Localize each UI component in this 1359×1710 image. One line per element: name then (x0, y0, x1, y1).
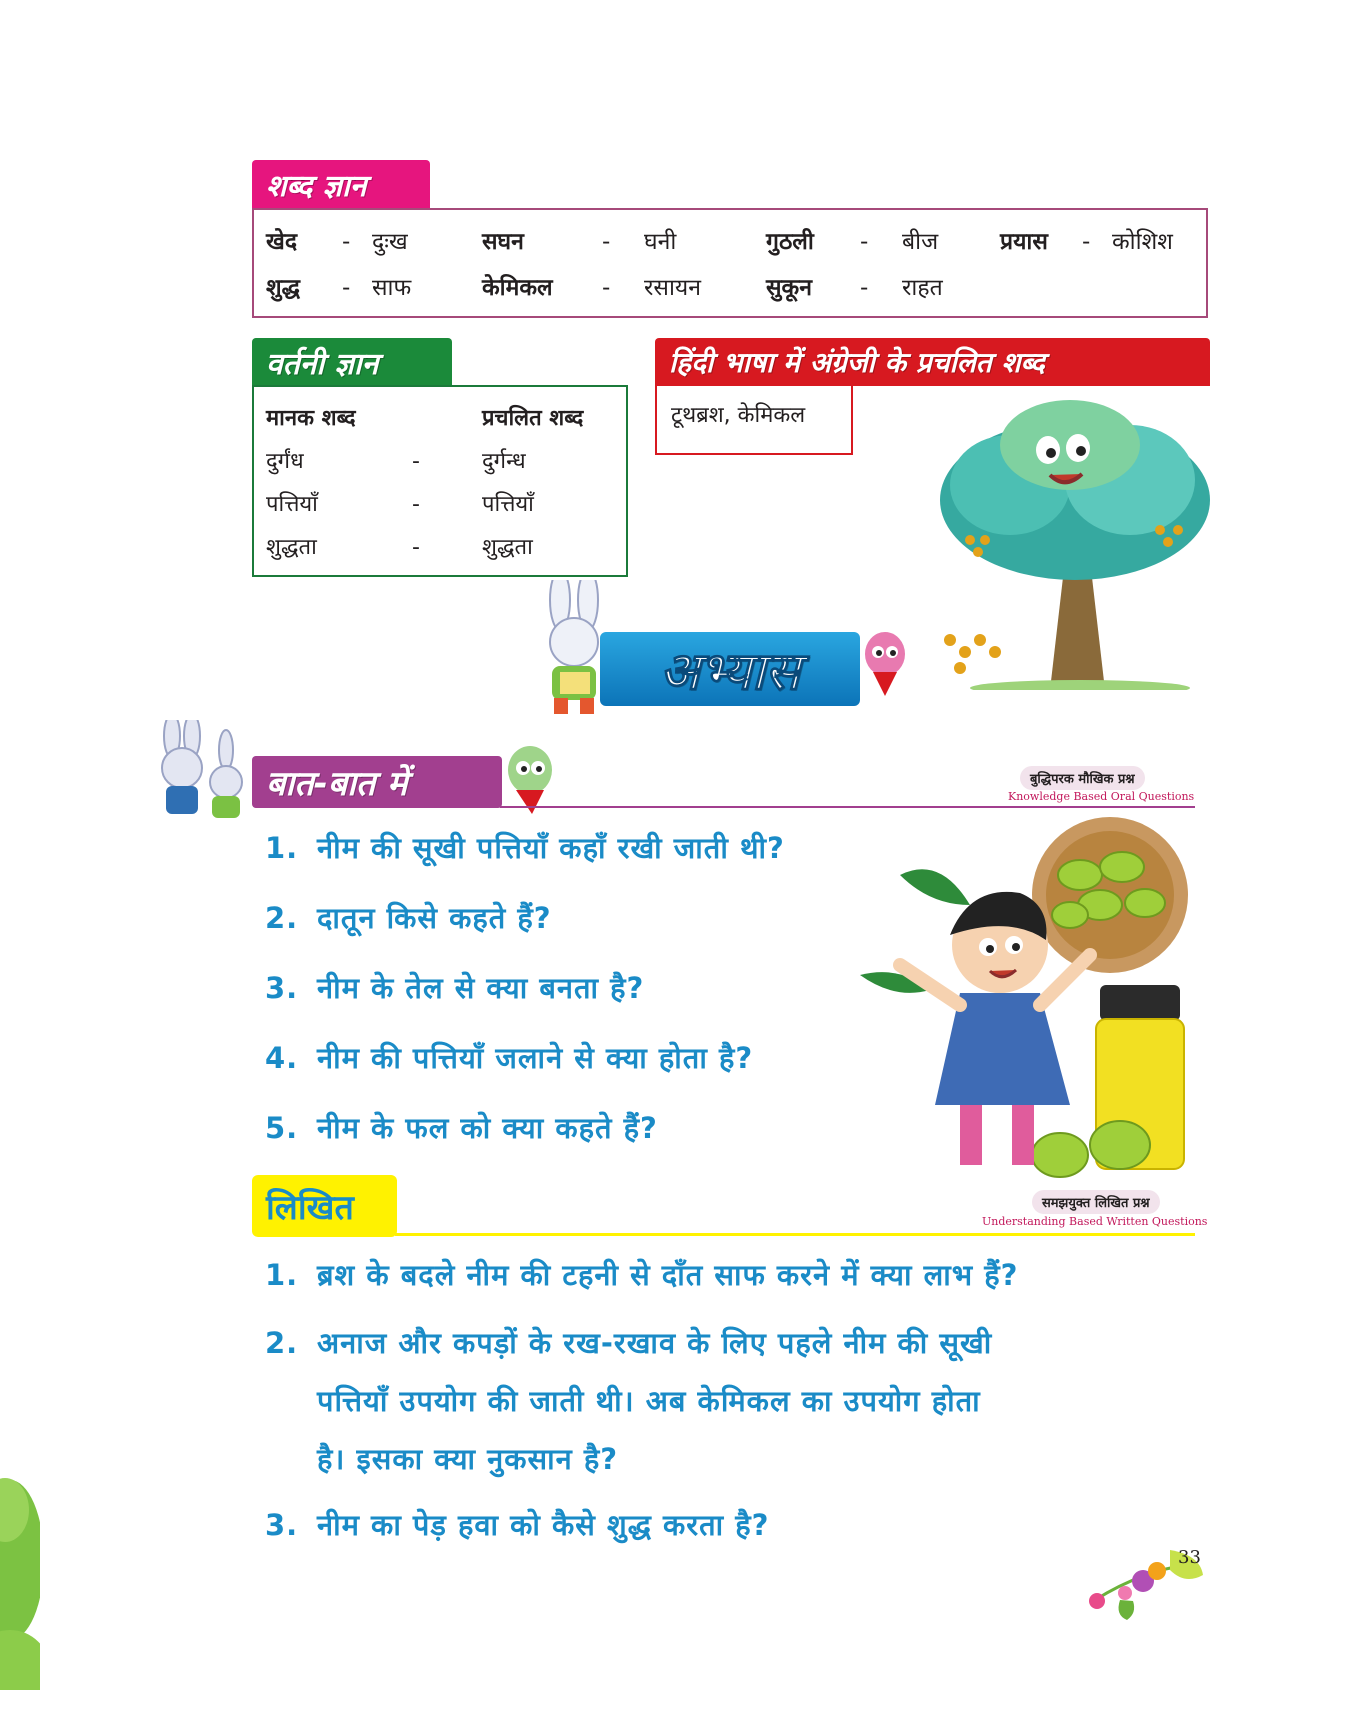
spelling-row (254, 442, 626, 482)
english-words-text: टूथब्रश, केमिकल (671, 403, 806, 428)
vocab-meaning: बीज (902, 229, 939, 255)
oral-tag: बुद्धिपरक मौखिक प्रश्न (1020, 766, 1145, 790)
oral-divider (500, 806, 1195, 808)
written-tag: समझयुक्त लिखित प्रश्न (1032, 1190, 1160, 1214)
spelling-row (254, 485, 626, 525)
vocab-meaning: राहत (902, 275, 943, 301)
vocab-dash: - (860, 275, 869, 301)
bush-decoration (0, 1470, 40, 1690)
oral-question: 2. दातून किसे कहते हैं? (265, 901, 552, 935)
oral-question: 5. नीम के फल को क्या कहते हैं? (265, 1111, 658, 1145)
written-question: 2. अनाज और कपड़ों के रख-रखाव के लिए पहले नीम की सूखी पत्तियाँ उपयोग की जाती थी। अब केमिकल का उपयोग होता है। इसका क्या नुकसान है? (265, 1326, 993, 1476)
spelling-dash: - (412, 535, 420, 560)
exercise-banner: अभ्यास (600, 632, 860, 706)
vocab-meaning: साफ (372, 275, 412, 301)
standard-word: पत्तियाँ (266, 492, 318, 517)
english-words-box (655, 385, 853, 455)
common-word: शुद्धता (482, 535, 533, 560)
vocab-box (252, 208, 1208, 318)
header-standard: मानक शब्द (266, 406, 356, 431)
standard-word: दुर्गंध (266, 449, 304, 474)
girl-neem-illustration (860, 815, 1195, 1195)
written-tag-en: Understanding Based Written Questions (982, 1215, 1208, 1228)
vocab-dash: - (860, 229, 869, 255)
oral-question: 1. नीम की सूखी पत्तियाँ कहाँ रखी जाती थी? (265, 831, 785, 865)
oral-question: 4. नीम की पत्तियाँ जलाने से क्या होता है? (265, 1041, 754, 1075)
rabbits-illustration (140, 720, 255, 825)
vocab-word: प्रयास (1000, 229, 1048, 255)
vocab-word: सुकून (766, 275, 812, 301)
oral-tag-en: Knowledge Based Oral Questions (1008, 790, 1195, 803)
spelling-box (252, 385, 628, 577)
vocab-title: शब्द ज्ञान (252, 160, 430, 208)
common-word: पत्तियाँ (482, 492, 534, 517)
vocab-word: शुद्ध (266, 275, 301, 301)
tree-illustration (930, 390, 1210, 690)
vocab-dash: - (602, 275, 611, 301)
header-common: प्रचलित शब्द (482, 406, 584, 431)
vocab-dash: - (342, 275, 351, 301)
written-divider (395, 1233, 1195, 1236)
vocab-dash: - (602, 229, 611, 255)
english-words-title: हिंदी भाषा में अंग्रेजी के प्रचलित शब्द (655, 338, 1210, 386)
vocab-word: सघन (482, 229, 524, 255)
vocab-dash: - (1082, 229, 1091, 255)
vocab-meaning: दुःख (372, 229, 408, 255)
spelling-dash: - (412, 492, 420, 517)
oral-title: बात-बात में (252, 756, 502, 808)
spelling-row (254, 528, 626, 568)
spelling-dash: - (412, 449, 420, 474)
spelling-title: वर्तनी ज्ञान (252, 338, 452, 386)
written-title: लिखित (252, 1175, 397, 1237)
vocab-meaning: रसायन (644, 275, 702, 301)
spelling-header (254, 399, 626, 439)
vocab-meaning: घनी (644, 229, 677, 255)
standard-word: शुद्धता (266, 535, 317, 560)
pencil-mascot-icon (855, 628, 915, 698)
written-question: 3. नीम का पेड़ हवा को कैसे शुद्ध करता है? (265, 1508, 770, 1542)
common-word: दुर्गन्ध (482, 449, 526, 474)
vocab-dash: - (342, 229, 351, 255)
vocab-word: गुठली (766, 229, 814, 255)
vocab-meaning: कोशिश (1112, 229, 1173, 255)
page-number: 33 (1178, 1547, 1201, 1568)
vocab-word: केमिकल (482, 275, 553, 301)
vocab-word: खेद (266, 229, 298, 255)
oral-question: 3. नीम के तेल से क्या बनता है? (265, 971, 645, 1005)
written-question: 1. ब्रश के बदले नीम की टहनी से दाँत साफ करने में क्या लाभ हैं? (265, 1258, 1019, 1292)
